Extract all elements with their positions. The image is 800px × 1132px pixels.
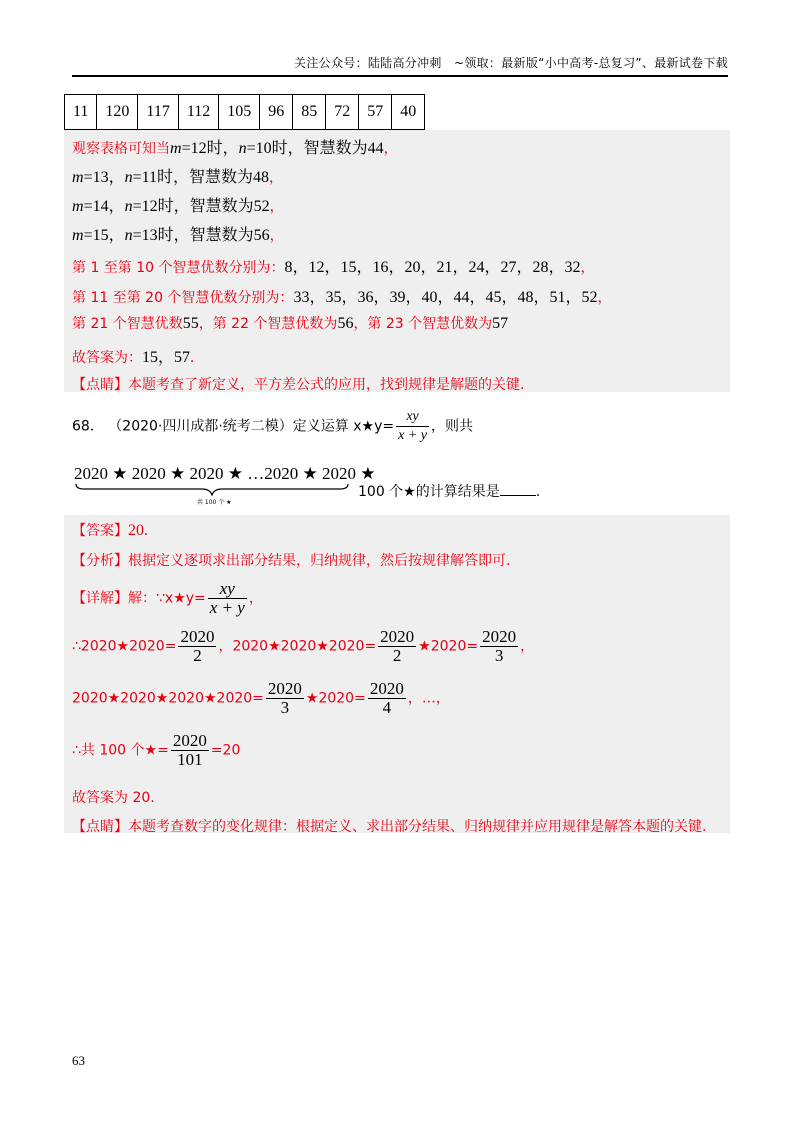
solution-line: 观察表格可知当m=12时，n=10时，智慧数为44， xyxy=(72,140,398,157)
remark-line: 【点睛】本题考查了新定义，平方差公式的应用，找到规律是解题的关键. xyxy=(72,377,525,393)
detail-line: 【详解】解：∵x★y= $\frac{xy}{x + y}$ ， xyxy=(72,579,263,617)
question-ask: 100 个★的计算结果是 . xyxy=(358,481,540,501)
analysis-line: 【分析】根据定义逐项求出部分结果，归纳规律，然后按规律解答即可. xyxy=(72,553,511,569)
data-table xyxy=(64,94,425,130)
table-cell: 117 xyxy=(138,95,178,130)
conclusion-line: 故答案为 20. xyxy=(72,790,155,806)
solution-line: 第 21 个智慧优数55，第 22 个智慧优数为56，第 23 个智慧优数为57 xyxy=(72,315,509,332)
solution-line: 第 11 至第 20 个智慧优数分别为：33，35，36，39，40，44，45，48，51，52， xyxy=(72,289,612,306)
solution-line: 第 1 至第 10 个智慧优数分别为：8，12，15，16，20，21，24，27，28，32， xyxy=(72,259,595,276)
question-source: （2020·四川成都·统考二模）定义运算 x★y= xyxy=(108,418,395,435)
solution-line: m=13，n=11时，智慧数为48， xyxy=(72,169,284,186)
table-cell: 112 xyxy=(178,95,218,130)
table-cell: 96 xyxy=(260,95,293,130)
page-header: 关注公众号：陆陆高分冲刺 ~领取：最新版“小中高考-总复习”、最新试卷下载 xyxy=(72,54,728,77)
page-number: 63 xyxy=(72,1053,85,1068)
answer-line: 【答案】20. xyxy=(72,522,148,539)
table-row xyxy=(65,95,425,130)
solution-line: 故答案为：15，57． xyxy=(72,349,205,366)
underbrace xyxy=(74,482,350,496)
table-cell: 11 xyxy=(65,95,97,130)
definition-fraction: $\frac{xy}{x + y}$ xyxy=(398,409,427,443)
remark-line: 【点睛】本题考查数字的变化规律：根据定义、求出部分结果、归纳规律并应用规律是解答本题的关键. xyxy=(72,819,707,835)
question-number: 68． xyxy=(72,418,104,435)
detail-line: ∴2020★2020= $\frac{2020}{2}$ ，2020★2020★2020= $\frac{2020}{2}$ ★2020= $\frac{2020}{3}$ ， xyxy=(72,627,535,665)
solution-line: m=15，n=13时，智慧数为56， xyxy=(72,227,284,244)
detail-line: 2020★2020★2020★2020= $\frac{2020}{3}$ ★2020= $\frac{2020}{4}$ ，…， xyxy=(72,679,450,717)
underbrace-note: 共 100 个 ★ xyxy=(197,499,232,506)
table-cell: 72 xyxy=(326,95,359,130)
table-cell: 57 xyxy=(359,95,392,130)
answer-blank xyxy=(500,481,536,496)
table-cell: 105 xyxy=(219,95,260,130)
solution-line: m=14，n=12时，智慧数为52， xyxy=(72,198,284,215)
detail-line: ∴共 100 个★= $\frac{2020}{101}$ =20 xyxy=(72,731,241,769)
star-sequence: 2020 ★ 2020 ★ 2020 ★ …2020 ★ 2020 ★ xyxy=(74,464,376,483)
table-cell: 40 xyxy=(392,95,425,130)
question-68: 68． （2020·四川成都·统考二模）定义运算 x★y= $\frac{xy}{x + y}$ ，则共 xyxy=(72,409,473,443)
table-cell: 120 xyxy=(97,95,138,130)
table-cell: 85 xyxy=(293,95,326,130)
